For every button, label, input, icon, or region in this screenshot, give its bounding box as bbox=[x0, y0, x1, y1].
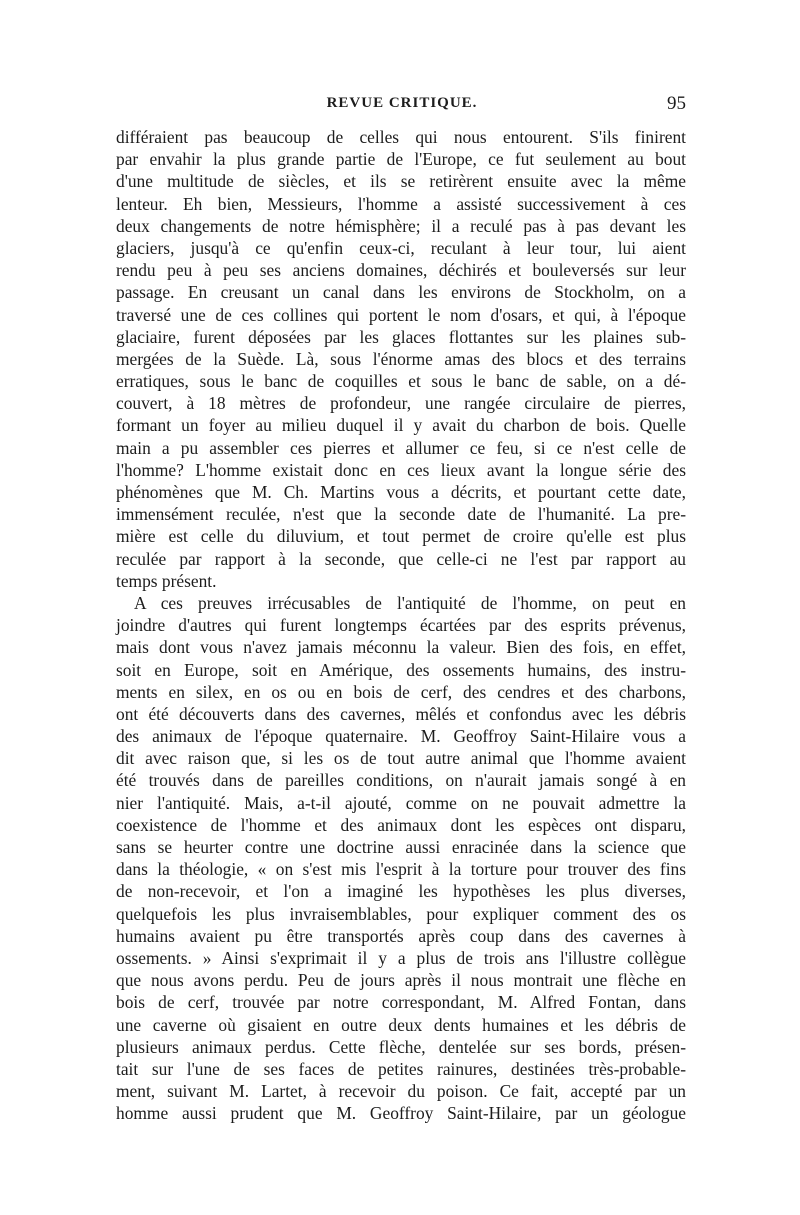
text-line: soit en Europe, soit en Amérique, des ossements humains, des instru- bbox=[116, 659, 686, 680]
paragraph bbox=[116, 592, 686, 1125]
running-title: REVUE CRITIQUE. bbox=[326, 95, 478, 111]
text-line: immensément reculée, n'est que la seconde date de l'humanité. La pre- bbox=[116, 504, 686, 525]
text-line: traversé une de ces collines qui portent le nom d'osars, et qui, à l'époque bbox=[116, 304, 686, 325]
text-line: par envahir la plus grande partie de l'Europe, ce fut seulement au bout bbox=[116, 149, 686, 170]
text-line: coexistence de l'homme et des animaux dont les espèces ont disparu, bbox=[116, 814, 686, 835]
text-line: humains avaient pu être transportés après coup dans des cavernes à bbox=[116, 925, 686, 946]
text-line: A ces preuves irrécusables de l'antiquité de l'homme, on peut en bbox=[134, 592, 686, 613]
text-line: dans la théologie, « on s'est mis l'esprit à la torture pour trouver des fins bbox=[116, 859, 686, 880]
text-line: phénomènes que M. Ch. Martins vous a décrits, et pourtant cette date, bbox=[116, 482, 686, 502]
text-line: glaciers, jusqu'à ce qu'enfin ceux-ci, reculant à leur tour, lui aient bbox=[116, 237, 686, 258]
text-line: mière est celle du diluvium, et tout permet de croire qu'elle est plus bbox=[116, 526, 686, 547]
text-line: couvert, à 18 mètres de profondeur, une rangée circulaire de pierres, bbox=[116, 393, 686, 414]
text-line: main a pu assembler ces pierres et allumer ce feu, si ce n'est celle de bbox=[116, 437, 686, 458]
text-line: des animaux de l'époque quaternaire. M. Geoffroy Saint-Hilaire vous a bbox=[116, 726, 686, 747]
text-line: sans se heurter contre une doctrine aussi enracinée dans la science que bbox=[116, 837, 686, 857]
text-line: plusieurs animaux perdus. Cette flèche, dentelée sur ses bords, présen- bbox=[116, 1036, 686, 1057]
text-line: formant un foyer au milieu duquel il y avait du charbon de bois. Quelle bbox=[116, 415, 686, 436]
text-line: que nous avons perdu. Peu de jours après il nous montrait une flèche en bbox=[116, 970, 686, 991]
text-line: erratiques, sous le banc de coquilles et sous le banc de sable, on a dé- bbox=[116, 371, 686, 392]
text-line: joindre d'autres qui furent longtemps écartées par des esprits prévenus, bbox=[116, 615, 686, 636]
text-line: passage. En creusant un canal dans les environs de Stockholm, on a bbox=[116, 282, 686, 303]
text-line: ont été découverts dans des cavernes, mêlés et confondus avec les débris bbox=[116, 703, 686, 724]
text-line: ment, suivant M. Lartet, à recevoir du poison. Ce fait, accepté par un bbox=[116, 1081, 686, 1102]
text-line: reculée par rapport à la seconde, que celle-ci ne l'est par rapport au bbox=[116, 548, 686, 569]
text-line: ossements. » Ainsi s'exprimait il y a plus de trois ans l'illustre collègue bbox=[116, 947, 686, 968]
text-line: une caverne où gisaient en outre deux dents humaines et les débris de bbox=[116, 1014, 686, 1035]
text-line: glaciaire, furent déposées par les glaces flottantes sur les plaines sub- bbox=[116, 326, 686, 347]
text-line: lenteur. Eh bien, Messieurs, l'homme a assisté successivement à ces bbox=[116, 193, 686, 214]
text-line: quelquefois les plus invraisemblables, pour expliquer comment des os bbox=[116, 903, 686, 924]
text-line: différaient pas beaucoup de celles qui nous entourent. S'ils finirent bbox=[116, 127, 686, 147]
text-line: deux changements de notre hémisphère; il a reculé pas à pas devant les bbox=[116, 215, 686, 236]
text-line: rendu peu à peu ses anciens domaines, déchirés et bouleversés sur leur bbox=[116, 260, 686, 281]
text-line: l'homme? L'homme existait donc en ces lieux avant la longue série des bbox=[116, 459, 686, 480]
page-header bbox=[118, 95, 686, 121]
page-number: 95 bbox=[667, 93, 686, 114]
text-line: dit avec raison que, si les os de tout autre animal que l'homme avaient bbox=[116, 748, 686, 769]
body-text bbox=[116, 126, 686, 1124]
text-line: été trouvés dans de pareilles conditions, on n'aurait jamais songé à en bbox=[116, 770, 686, 791]
text-line: ments en silex, en os ou en bois de cerf, des cendres et des charbons, bbox=[116, 681, 686, 702]
text-line: nier l'antiquité. Mais, a-t-il ajouté, comme on ne pouvait admettre la bbox=[116, 792, 686, 813]
text-line: mais dont vous n'avez jamais méconnu la valeur. Bien des fois, en effet, bbox=[116, 637, 686, 658]
text-line: mergées de la Suède. Là, sous l'énorme amas des blocs et des terrains bbox=[116, 348, 686, 369]
text-line: de non-recevoir, et l'on a imaginé les hypothèses les plus diverses, bbox=[116, 881, 686, 902]
text-line: temps présent. bbox=[116, 570, 217, 591]
text-line: tait sur l'une de ses faces de petites rainures, destinées très-probable- bbox=[116, 1058, 686, 1079]
paragraph bbox=[116, 126, 686, 592]
text-line: bois de cerf, trouvée par notre correspondant, M. Alfred Fontan, dans bbox=[116, 992, 686, 1013]
text-line: d'une multitude de siècles, et ils se retirèrent ensuite avec la même bbox=[116, 171, 686, 192]
text-line: homme aussi prudent que M. Geoffroy Saint-Hilaire, par un géologue bbox=[116, 1103, 686, 1124]
